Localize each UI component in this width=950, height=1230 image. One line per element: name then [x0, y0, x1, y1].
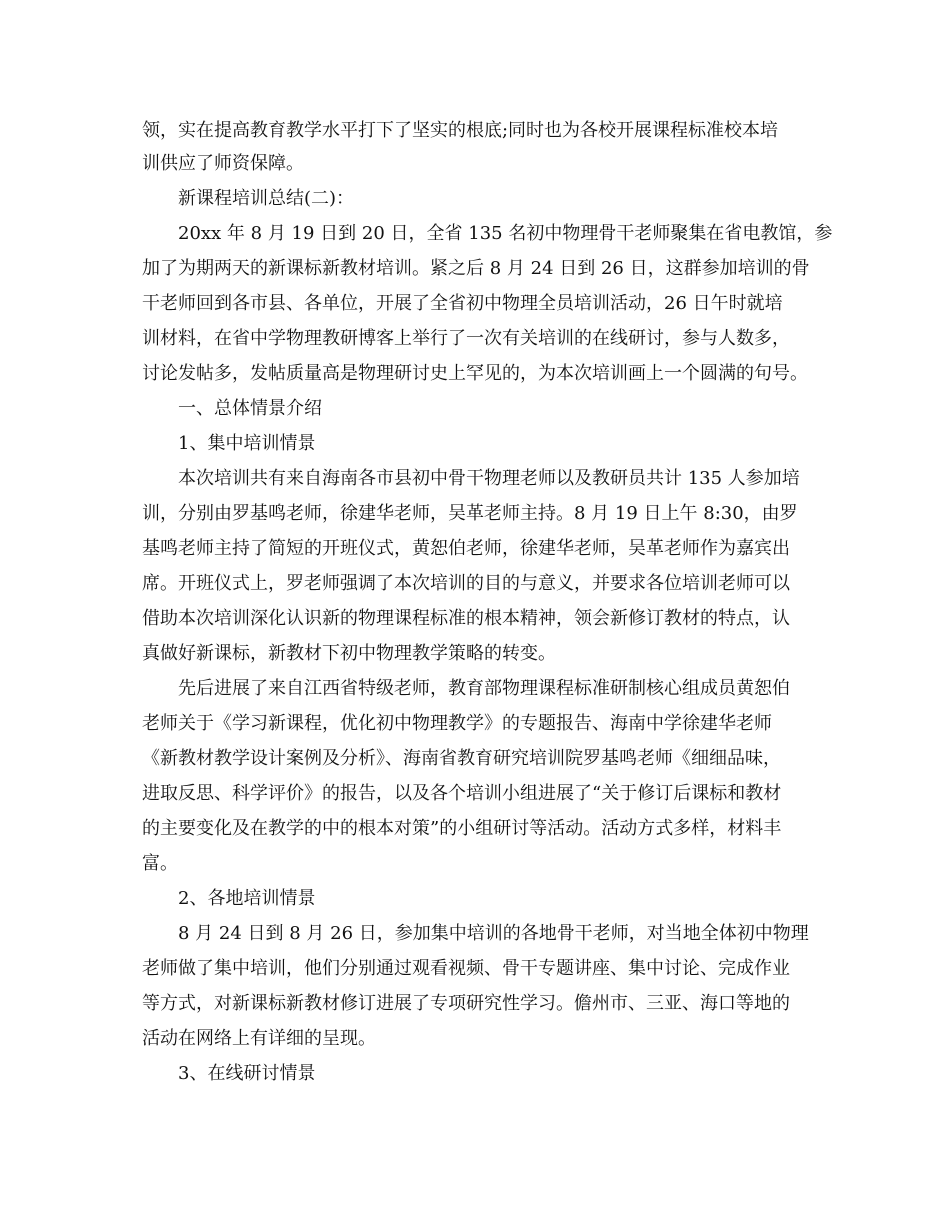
- text-line: 席。开班仪式上，罗老师强调了本次培训的目的与意义，并要求各位培训老师可以: [142, 573, 790, 594]
- text-line: 加了为期两天的新课标新教材培训。紧之后 8 月 24 日到 26 日，这群参加培训的骨: [142, 258, 810, 279]
- paragraph-first-line: 本次培训共有来自海南各市县初中骨干物理老师以及教研员共计 135 人参加培: [178, 468, 800, 489]
- section-heading: 一、总体情景介绍: [178, 398, 322, 419]
- paragraph-first-line: 8 月 24 日到 8 月 26 日，参加集中培训的各地骨干老师，对当地全体初中物理: [178, 923, 809, 944]
- text-line: 干老师回到各市县、各单位，开展了全省初中物理全员培训活动，26 日午时就培: [142, 293, 783, 314]
- text-line: 老师做了集中培训，他们分别通过观看视频、骨干专题讲座、集中讨论、完成作业: [142, 958, 790, 979]
- text-line: 进取反思、科学评价》的报告，以及各个培训小组进展了“关于修订后课标和教材: [142, 783, 782, 804]
- text-line: 真做好新课标，新教材下初中物理教学策略的转变。: [142, 643, 556, 664]
- section-heading: 新课程培训总结(二)：: [178, 188, 355, 209]
- text-line: 基鸣老师主持了简短的开班仪式，黄恕伯老师，徐建华老师，吴革老师作为嘉宾出: [142, 538, 790, 559]
- subsection-heading: 1、集中培训情景: [178, 433, 316, 454]
- text-line: 活动在网络上有详细的呈现。: [142, 1028, 376, 1049]
- paragraph-first-line: 先后进展了来自江西省特级老师，教育部物理课程标准研制核心组成员黄恕伯: [178, 678, 790, 699]
- paragraph-first-line: 20xx 年 8 月 19 日到 20 日，全省 135 名初中物理骨干老师聚集在省电教馆，参: [178, 223, 833, 244]
- text-line: 领，实在提高教育教学水平打下了坚实的根底;同时也为各校开展课程标准校本培: [142, 120, 779, 141]
- subsection-heading: 3、在线研讨情景: [178, 1063, 316, 1084]
- text-line: 训供应了师资保障。: [142, 153, 304, 174]
- text-line: 借助本次培训深化认识新的物理课程标准的根本精神，领会新修订教材的特点，认: [142, 608, 790, 629]
- text-line: 的主要变化及在教学的中的根本对策”的小组研讨等活动。活动方式多样，材料丰: [142, 818, 782, 839]
- text-line: 训材料，在省中学物理教研博客上举行了一次有关培训的在线研讨，参与人数多，: [142, 328, 790, 349]
- text-line: 《新教材教学设计案例及分析》、海南省教育研究培训院罗基鸣老师《细细品味，: [142, 748, 781, 769]
- subsection-heading: 2、各地培训情景: [178, 888, 316, 909]
- text-line: 训，分别由罗基鸣老师，徐建华老师，吴革老师主持。8 月 19 日上午 8:30，由罗: [142, 503, 798, 524]
- text-line: 等方式，对新课标新教材修订进展了专项研究性学习。儋州市、三亚、海口等地的: [142, 993, 790, 1014]
- text-line: 老师关于《学习新课程，优化初中物理教学》的专题报告、海南中学徐建华老师: [142, 713, 772, 734]
- text-line: 富。: [142, 853, 178, 874]
- text-line: 讨论发帖多，发帖质量高是物理研讨史上罕见的，为本次培训画上一个圆满的句号。: [142, 363, 808, 384]
